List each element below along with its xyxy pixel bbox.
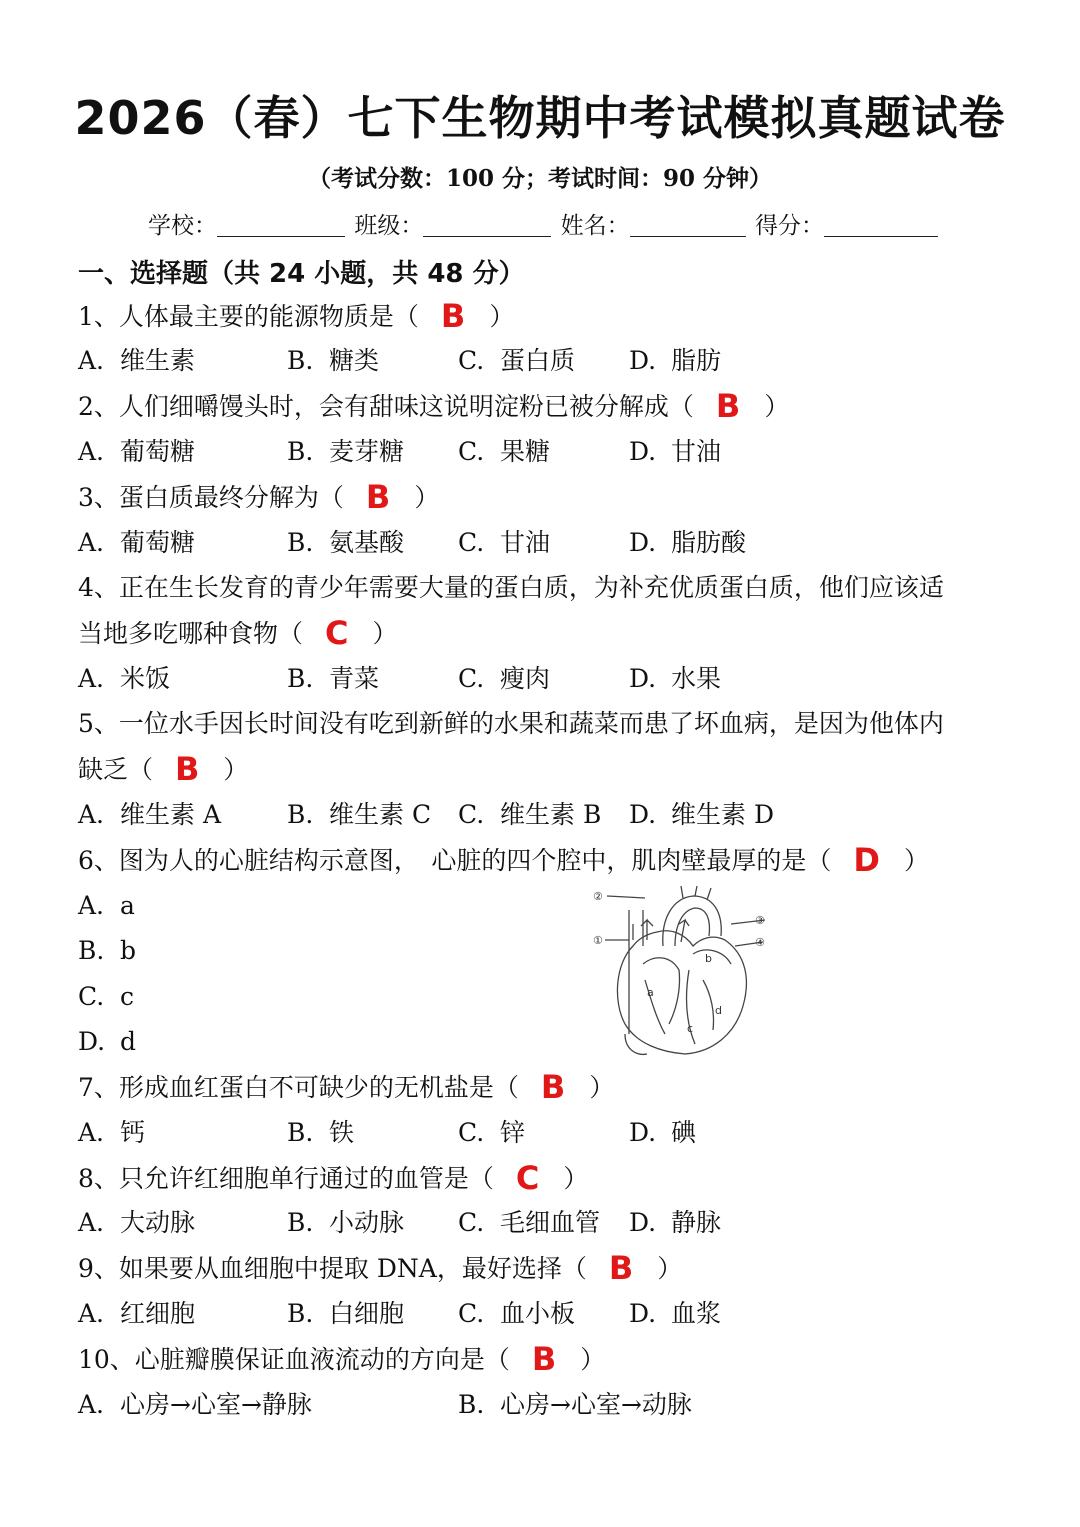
question-text: 2、人们细嚼馒头时，会有甜味这说明淀粉已被分解成（ (78, 392, 694, 421)
label-c: c (687, 1022, 694, 1035)
question-3 (78, 479, 439, 516)
question-close: ） (372, 619, 398, 648)
answer-mark: B (365, 478, 391, 516)
name-blank[interactable] (630, 210, 746, 237)
student-info-row (148, 208, 940, 244)
option-a[interactable]: A. a (78, 891, 135, 920)
question-text: 9、如果要从血细胞中提取 DNA，最好选择（ (78, 1254, 587, 1283)
question-close: ） (589, 1073, 615, 1102)
score-blank[interactable] (824, 210, 938, 237)
option-b[interactable]: B. 心房→心室→动脉 (458, 1390, 692, 1419)
option-a[interactable]: A. 心房→心室→静脉 (78, 1390, 312, 1419)
label-2: ② (593, 890, 603, 903)
question-7 (78, 1069, 614, 1106)
question-4 (78, 570, 944, 606)
question-close: ） (580, 1345, 606, 1374)
answer-mark: B (175, 750, 200, 788)
option-c[interactable]: C. 果糖 (458, 437, 551, 466)
question-close: ） (657, 1254, 683, 1283)
question-9 (78, 1250, 682, 1287)
class-blank[interactable] (423, 210, 551, 237)
answer-mark: C (325, 614, 349, 652)
option-c[interactable]: C. 甘油 (458, 528, 551, 557)
school-label: 学校： (148, 213, 217, 239)
question-text: 8、只允许红细胞单行通过的血管是（ (78, 1164, 494, 1193)
question-6 (78, 842, 929, 879)
option-a[interactable]: A. 葡萄糖 (78, 528, 196, 557)
question-close: ） (764, 392, 790, 421)
question-2 (78, 388, 789, 425)
option-c[interactable]: C. 蛋白质 (458, 346, 576, 375)
label-4: ④ (755, 936, 765, 949)
option-a[interactable]: A. 维生素 (78, 346, 196, 375)
option-b[interactable]: B. b (78, 936, 137, 965)
question-text: 10、心脏瓣膜保证血液流动的方向是（ (78, 1345, 510, 1374)
option-d[interactable]: D. 脂肪酸 (629, 528, 747, 557)
school-blank[interactable] (217, 210, 345, 237)
option-d[interactable]: D. 脂肪 (629, 346, 722, 375)
answer-mark: B (715, 387, 741, 425)
name-label: 姓名： (560, 213, 630, 239)
option-a[interactable]: A. 葡萄糖 (78, 437, 196, 466)
question-text: 4、正在生长发育的青少年需要大量的蛋白质，为补充优质蛋白质，他们应该适 (78, 573, 944, 602)
option-c[interactable]: C. 毛细血管 (458, 1208, 601, 1237)
option-b[interactable]: B. 氨基酸 (287, 528, 405, 557)
question-text: 5、一位水手因长时间没有吃到新鲜的水果和蔬菜而患了坏血病，是因为他体内 (78, 709, 944, 738)
answer-mark: B (540, 1068, 566, 1106)
label-b: b (705, 952, 712, 965)
option-b[interactable]: B. 白细胞 (287, 1299, 405, 1328)
question-close: ） (489, 302, 515, 331)
option-d[interactable]: D. 水果 (629, 664, 722, 693)
option-a[interactable]: A. 红细胞 (78, 1299, 196, 1328)
option-a[interactable]: A. 大动脉 (78, 1208, 196, 1237)
exam-title: 2026（春）七下生物期中考试模拟真题试卷 (74, 91, 1006, 145)
score-label: 得分： (754, 213, 824, 239)
option-d[interactable]: D. d (78, 1027, 137, 1056)
question-text: 6、图为人的心脏结构示意图， 心脏的四个腔中，肌肉壁最厚的是（ (78, 846, 832, 875)
section-title: 一、选择题（共 24 小题，共 48 分） (78, 259, 525, 289)
option-a[interactable]: A. 钙 (78, 1118, 146, 1147)
option-d[interactable]: D. 血浆 (629, 1299, 722, 1328)
question-close: ） (903, 846, 929, 875)
label-3: ③ (755, 914, 765, 927)
question-close: ） (563, 1164, 589, 1193)
option-b[interactable]: B. 麦芽糖 (287, 437, 405, 466)
option-d[interactable]: D. 维生素 D (629, 800, 774, 829)
question-4-cont (78, 615, 398, 652)
option-a[interactable]: A. 维生素 A (78, 800, 222, 829)
question-8 (78, 1160, 588, 1197)
option-b[interactable]: B. 铁 (287, 1118, 355, 1147)
answer-mark: C (515, 1159, 540, 1197)
question-5 (78, 706, 944, 742)
option-b[interactable]: B. 维生素 C (287, 800, 432, 829)
option-a[interactable]: A. 米饭 (78, 664, 171, 693)
option-b[interactable]: B. 青菜 (287, 664, 380, 693)
answer-mark: B (440, 297, 466, 335)
label-1: ① (593, 934, 603, 947)
answer-mark: B (531, 1340, 557, 1378)
question-text: 7、形成血红蛋白不可缺少的无机盐是（ (78, 1073, 519, 1102)
option-c[interactable]: C. c (78, 982, 135, 1011)
class-label: 班级： (354, 213, 424, 239)
question-text: 缺乏（ (78, 755, 154, 784)
option-b[interactable]: B. 小动脉 (287, 1208, 405, 1237)
question-close: ） (223, 755, 249, 784)
option-c[interactable]: C. 瘦肉 (458, 664, 551, 693)
option-d[interactable]: D. 碘 (629, 1118, 697, 1147)
question-5-cont (78, 751, 248, 788)
question-text: 当地多吃哪种食物（ (78, 619, 304, 648)
option-b[interactable]: B. 糖类 (287, 346, 380, 375)
option-c[interactable]: C. 血小板 (458, 1299, 576, 1328)
answer-mark: D (853, 841, 880, 879)
exam-subtitle: （考试分数：100 分；考试时间：90 分钟） (307, 165, 773, 192)
option-d[interactable]: D. 甘油 (629, 437, 722, 466)
question-1 (78, 298, 514, 335)
label-d: d (715, 1004, 722, 1017)
question-text: 3、蛋白质最终分解为（ (78, 483, 344, 512)
label-a: a (647, 986, 654, 999)
question-10 (78, 1341, 605, 1378)
heart-diagram (585, 884, 775, 1062)
option-c[interactable]: C. 维生素 B (458, 800, 602, 829)
question-text: 1、人体最主要的能源物质是（ (78, 302, 419, 331)
question-close: ） (414, 483, 440, 512)
option-d[interactable]: D. 静脉 (629, 1208, 722, 1237)
option-c[interactable]: C. 锌 (458, 1118, 526, 1147)
answer-mark: B (608, 1249, 634, 1287)
